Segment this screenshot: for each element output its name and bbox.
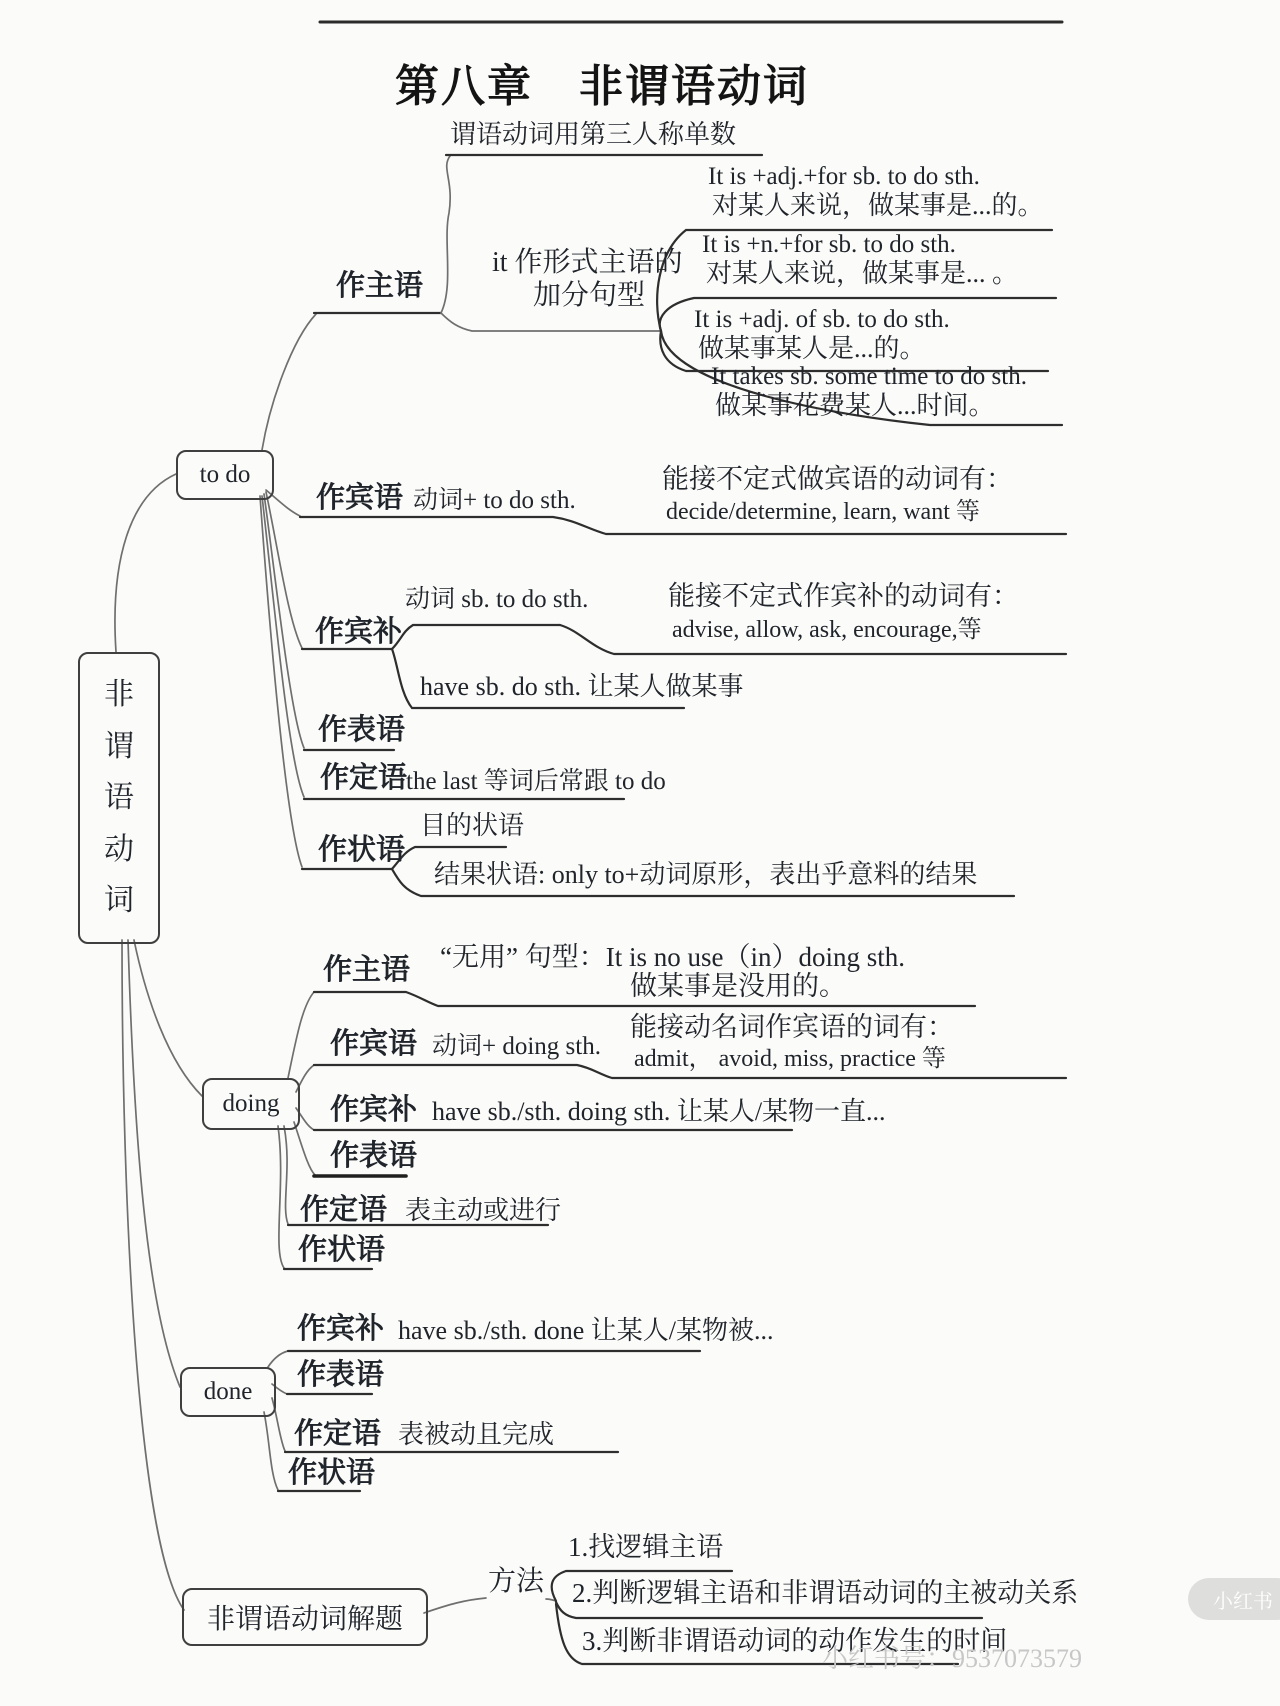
- doing-attributive-note: 表主动或进行: [405, 1196, 562, 1225]
- done-attributive-note: 表被动且完成: [398, 1420, 555, 1449]
- pattern-2-cn: 对某人来说，做某事是... 。: [706, 259, 1019, 288]
- solving-step-3: 3.判断非谓语动词的动作发生的时间: [582, 1626, 1008, 1656]
- doing-adverbial-label: 作状语: [298, 1234, 386, 1266]
- node-doing[interactable]: [202, 1078, 300, 1130]
- todo-attributive-note: the last 等词后常跟 to do: [406, 768, 666, 795]
- todo-adverbial-result: 结果状语: only to+动词原形，表出乎意料的结果: [434, 860, 978, 889]
- todo-oc-have-note: have sb. do sth. 让某人做某事: [420, 672, 744, 701]
- todo-it-pattern-line1: it 作形式主语的: [492, 247, 683, 278]
- todo-oc-formula: 动词 sb. to do sth.: [405, 586, 589, 613]
- todo-object-formula: 动词+ to do sth.: [413, 487, 576, 514]
- node-doing-label: doing: [222, 1090, 280, 1117]
- todo-attributive-label: 作定语: [320, 762, 408, 794]
- pattern-4-cn: 做某事花费某人...时间。: [715, 391, 995, 420]
- todo-subject-label: 作主语: [336, 270, 424, 302]
- done-oc-note: have sb./sth. done 让某人/某物被...: [398, 1316, 774, 1345]
- pattern-3-en: It is +adj. of sb. to do sth.: [694, 306, 950, 333]
- solving-method-label: 方法: [488, 1566, 545, 1597]
- todo-object-note1: 能接不定式做宾语的动词有：: [662, 464, 1013, 494]
- root-node[interactable]: [78, 652, 160, 944]
- doing-object-note1: 能接动名词作宾语的词有：: [630, 1012, 954, 1042]
- node-to-do[interactable]: [176, 450, 274, 500]
- done-adverbial-label: 作状语: [288, 1457, 376, 1489]
- pattern-2-en: It is +n.+for sb. to do sth.: [702, 231, 956, 258]
- doing-subject-note2: 做某事是没用的。: [630, 971, 846, 1001]
- pattern-3-cn: 做某事某人是...的。: [698, 334, 926, 363]
- doing-subject-label: 作主语: [323, 954, 411, 986]
- watermark-id-text: 小红书号：9537073579: [822, 1644, 1083, 1673]
- node-done-label: done: [203, 1378, 253, 1405]
- doing-subject-note1: “无用” 句型：It is no use（in）doing sth.: [440, 942, 905, 972]
- todo-oc-label: 作宾补: [315, 616, 403, 648]
- doing-object-formula: 动词+ doing sth.: [432, 1033, 601, 1060]
- root-node-label: 非谓语动词: [104, 678, 134, 918]
- node-solving[interactable]: [182, 1588, 428, 1646]
- doing-oc-label: 作宾补: [330, 1094, 418, 1126]
- doing-object-label: 作宾语: [330, 1028, 418, 1060]
- todo-oc-note2: advise, allow, ask, encourage,等: [672, 617, 982, 643]
- todo-object-label: 作宾语: [316, 482, 404, 514]
- doing-object-note2: admit， avoid, miss, practice 等: [634, 1046, 946, 1072]
- todo-subject-note: 谓语动词用第三人称单数: [450, 120, 737, 149]
- doing-oc-note: have sb./sth. doing sth. 让某人/某物一直...: [432, 1097, 886, 1126]
- todo-it-pattern-line2: 加分句型: [533, 280, 646, 311]
- solving-step-2: 2.判断逻辑主语和非谓语动词的主被动关系: [572, 1578, 1079, 1608]
- node-to-do-label: to do: [199, 461, 251, 488]
- todo-object-note2: decide/determine, learn, want 等: [666, 499, 980, 525]
- watermark-badge: 小红书: [1188, 1578, 1280, 1620]
- todo-predicative-label: 作表语: [318, 714, 406, 746]
- root-branch-lines: [115, 474, 202, 1610]
- doing-predicative-label: 作表语: [330, 1140, 418, 1172]
- node-done[interactable]: [180, 1367, 276, 1417]
- doing-attributive-label: 作定语: [300, 1194, 388, 1226]
- done-predicative-label: 作表语: [297, 1359, 385, 1391]
- pattern-1-cn: 对某人来说，做某事是...的。: [712, 191, 1044, 220]
- solving-step-1: 1.找逻辑主语: [568, 1532, 724, 1562]
- pattern-4-en: It takes sb. some time to do sth.: [711, 363, 1027, 390]
- todo-adverbial-label: 作状语: [318, 834, 406, 866]
- todo-adverbial-purpose: 目的状语: [420, 811, 525, 840]
- pattern-1-en: It is +adj.+for sb. to do sth.: [708, 163, 980, 190]
- done-oc-label: 作宾补: [297, 1313, 385, 1345]
- todo-oc-note1: 能接不定式作宾补的动词有：: [668, 581, 1019, 611]
- page-title: 第八章 非谓语动词: [395, 62, 809, 111]
- node-solving-label: 非谓语动词解题: [206, 1604, 403, 1635]
- done-attributive-label: 作定语: [294, 1418, 382, 1450]
